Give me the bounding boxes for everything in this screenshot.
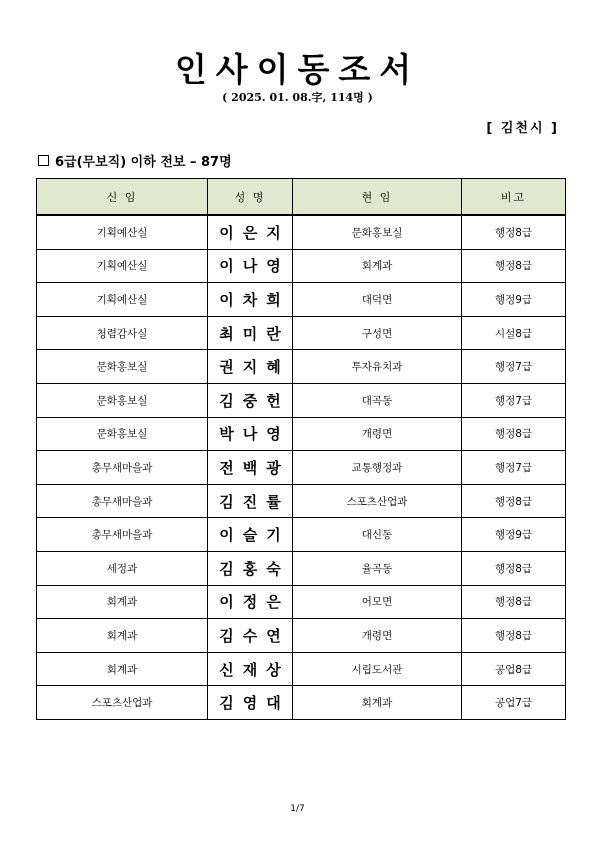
table-row [37,215,566,249]
name-cell: 전백광 [208,451,293,485]
new-post-cell: 문화홍보실 [37,350,208,384]
table-row [37,451,566,485]
new-post-cell: 기획예산실 [37,283,208,317]
current-post-cell: 대신동 [293,518,462,552]
table-row [37,585,566,619]
grade-cell: 행정8급 [462,249,566,283]
grade-cell: 행정8급 [462,484,566,518]
new-post-cell: 회계과 [37,619,208,653]
name-cell: 김진률 [208,484,293,518]
section-heading [38,151,232,170]
grade-cell: 공업7급 [462,686,566,720]
new-post-cell: 기획예산실 [37,215,208,249]
name-cell: 이나영 [208,249,293,283]
name-cell: 신재상 [208,652,293,686]
name-cell: 권지혜 [208,350,293,384]
grade-cell: 행정8급 [462,551,566,585]
name-cell: 이차희 [208,283,293,317]
grade-cell: 행정7급 [462,350,566,384]
current-post-cell: 회계과 [293,686,462,720]
new-post-cell: 총무새마을과 [37,484,208,518]
current-post-cell: 율곡동 [293,551,462,585]
new-post-cell: 세정과 [37,551,208,585]
grade-cell: 행정9급 [462,518,566,552]
name-cell: 이정은 [208,585,293,619]
current-post-cell: 투자유치과 [293,350,462,384]
grade-cell: 행정8급 [462,417,566,451]
header-new-post: 신 임 [37,179,208,216]
table-row [37,619,566,653]
new-post-cell: 문화홍보실 [37,417,208,451]
new-post-cell: 총무새마을과 [37,518,208,552]
table-header-row [37,179,566,216]
grade-cell: 행정7급 [462,383,566,417]
name-cell: 박나영 [208,417,293,451]
document-subtitle: ( 2025. 01. 08.字, 114명 ) [222,91,373,104]
header-current-post: 현 임 [293,179,462,216]
grade-cell: 시설8급 [462,316,566,350]
table-row [37,652,566,686]
header-name: 성 명 [208,179,293,216]
current-post-cell: 구성면 [293,316,462,350]
table-row [37,518,566,552]
table-row [37,383,566,417]
current-post-cell: 개령면 [293,619,462,653]
new-post-cell: 스포츠산업과 [37,686,208,720]
table-row [37,686,566,720]
current-post-cell: 교통행정과 [293,451,462,485]
current-post-cell: 어모면 [293,585,462,619]
grade-cell: 행정8급 [462,215,566,249]
current-post-cell: 대곡동 [293,383,462,417]
name-cell: 김중헌 [208,383,293,417]
name-cell: 김영대 [208,686,293,720]
name-cell: 김수연 [208,619,293,653]
current-post-cell: 문화홍보실 [293,215,462,249]
new-post-cell: 회계과 [37,652,208,686]
new-post-cell: 문화홍보실 [37,383,208,417]
current-post-cell: 개령면 [293,417,462,451]
section-heading-text: 6급(무보직) 이하 전보 – 87명 [55,155,232,170]
new-post-cell: 기획예산실 [37,249,208,283]
grade-cell: 행정8급 [462,585,566,619]
name-cell: 최미란 [208,316,293,350]
current-post-cell: 스포츠산업과 [293,484,462,518]
document-title: 인사이동조서 [174,50,421,89]
current-post-cell: 시립도서관 [293,652,462,686]
checkbox-icon [38,155,49,166]
name-cell: 김홍숙 [208,551,293,585]
table-row [37,249,566,283]
table-body [37,215,566,719]
current-post-cell: 회계과 [293,249,462,283]
table-row [37,283,566,317]
table-row [37,350,566,384]
grade-cell: 행정7급 [462,451,566,485]
grade-cell: 공업8급 [462,652,566,686]
office-label: [ 김천시 ] [486,121,559,136]
new-post-cell: 회계과 [37,585,208,619]
name-cell: 이은지 [208,215,293,249]
page-number: 1/7 [290,804,305,814]
table-row [37,551,566,585]
table-row [37,484,566,518]
header-remarks: 비고 [462,179,566,216]
current-post-cell: 대덕면 [293,283,462,317]
table-row [37,316,566,350]
grade-cell: 행정9급 [462,283,566,317]
new-post-cell: 총무새마을과 [37,451,208,485]
grade-cell: 행정8급 [462,619,566,653]
table-row [37,417,566,451]
new-post-cell: 청렴감사실 [37,316,208,350]
personnel-table [36,178,566,720]
name-cell: 이슬기 [208,518,293,552]
